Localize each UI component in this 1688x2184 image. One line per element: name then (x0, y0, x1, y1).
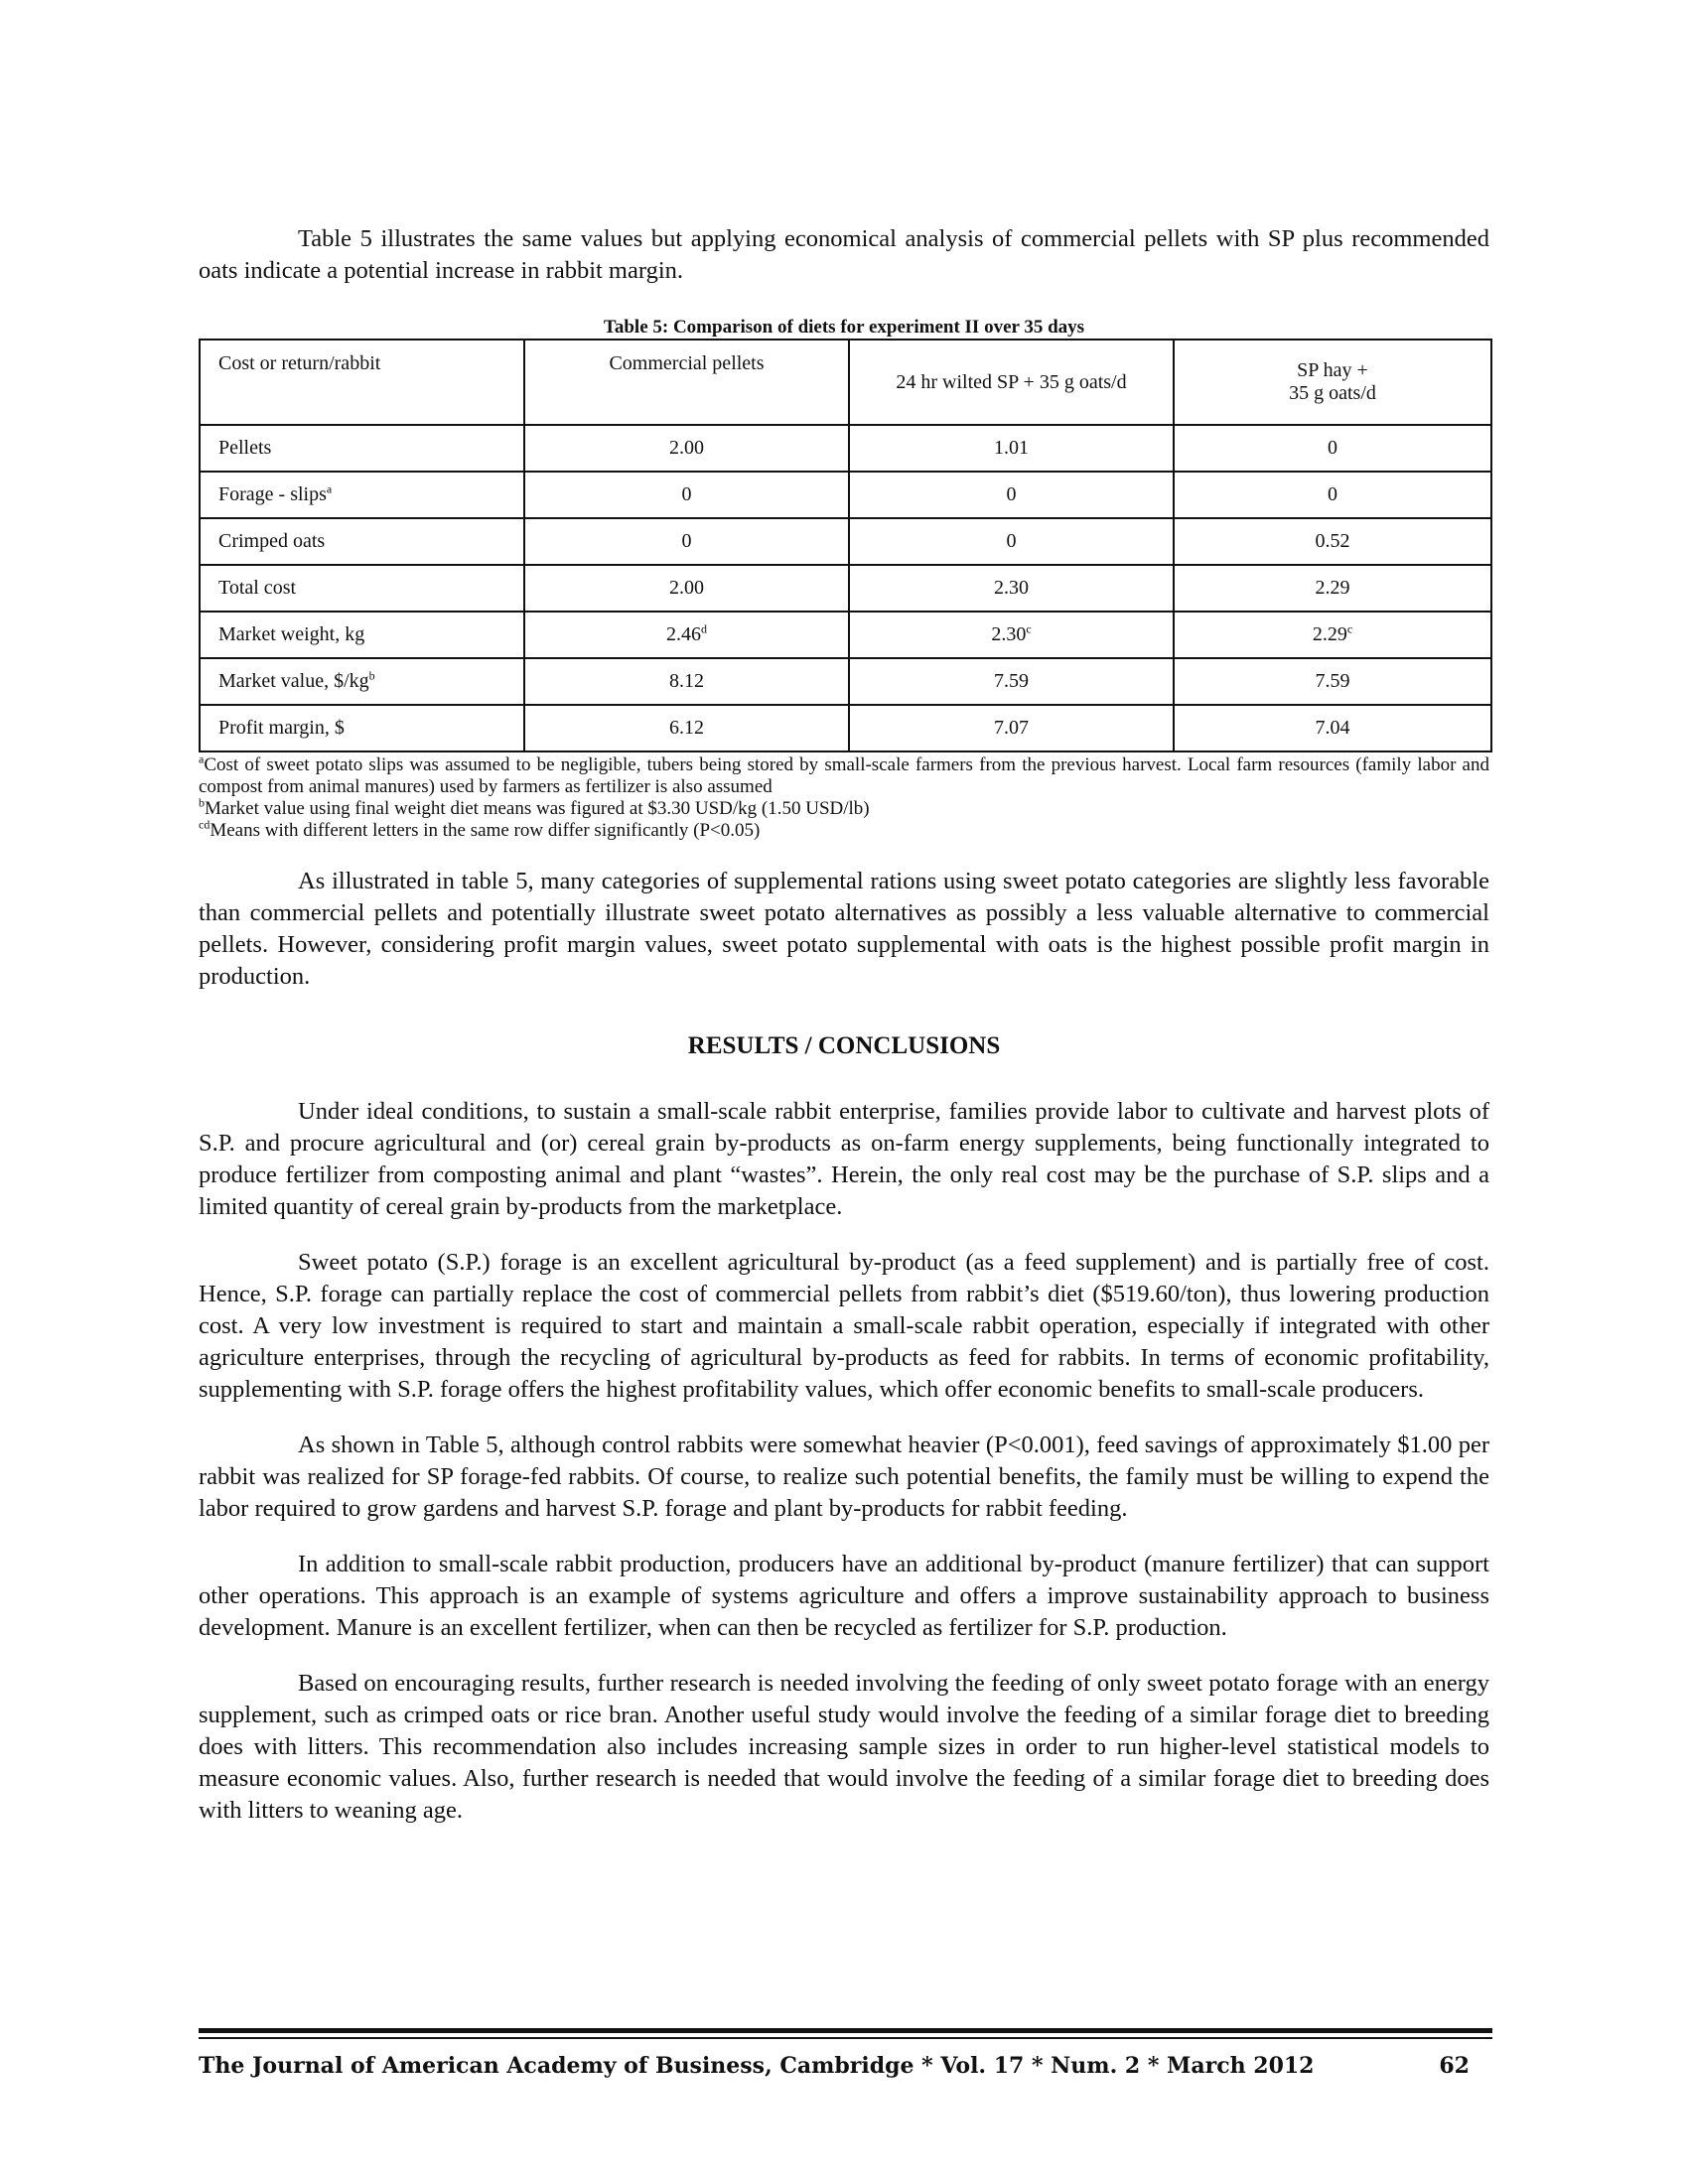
table-cell (849, 612, 1174, 658)
row-label-cell (200, 658, 524, 705)
cell-value: 2.29 (1312, 623, 1347, 645)
section-heading: RESULTS / CONCLUSIONS (687, 1032, 1001, 1059)
paragraph: As illustrated in table 5, many categories of supplemental rations using sweet potato categories are slightly less favorable than commercial pellets and potentially illustrate sweet potato alternatives as possibly a less valuable alternative to commercial pellets. However, considering profit margin values, sweet potato supplemental with oats is the highest possible profit margin in production. (199, 868, 1489, 990)
table-cell (849, 565, 1174, 612)
table-row (200, 472, 1491, 518)
table-row (200, 612, 1491, 658)
cell-value: 7.07 (994, 717, 1029, 739)
footnote (199, 751, 1489, 798)
header-cell (1174, 340, 1491, 425)
table-cell (524, 425, 849, 472)
row-label: Profit margin, $ (218, 717, 345, 739)
row-label: Total cost (218, 577, 297, 599)
cell-value: 0 (681, 483, 692, 505)
footnote (199, 795, 1489, 820)
row-label-cell (200, 518, 524, 565)
table-cell (524, 565, 849, 612)
table-notes (199, 751, 1489, 842)
table-row (200, 425, 1491, 472)
cell-value: 2.00 (669, 577, 704, 599)
table-row (200, 518, 1491, 565)
cell-value: 6.12 (669, 717, 704, 739)
significance-letter: c (1346, 621, 1353, 636)
table-cell (524, 658, 849, 705)
intro-paragraph: Table 5 illustrates the same values but applying economical analysis of commercial pellets with SP plus recommended oats indicate a potential increase in rabbit margin. (199, 225, 1489, 284)
header-line: SP hay + (1297, 359, 1368, 381)
header-cell: Commercial pellets (524, 340, 849, 425)
paragraph: Under ideal conditions, to sustain a small-scale rabbit enterprise, families provide labor to cultivate and harvest plots of S.P. and procure agricultural and (or) cereal grain by-products as on-farm energy supplements, being functionally integrated to produce fertilizer from composting animal and plant “wastes”. Herein, the only real cost may be the purchase of S.P. slips and a limited quantity of cereal grain by-products from the marketplace. (199, 1098, 1489, 1220)
cell-value: 0 (1006, 483, 1017, 505)
cell-value: 7.04 (1315, 717, 1350, 739)
cell-value: 0 (1006, 530, 1017, 552)
cell-value: 7.59 (1315, 670, 1350, 692)
row-label: Market value, $/kg (218, 670, 369, 692)
footer-rule (199, 2037, 1492, 2039)
table-5 (199, 339, 1492, 752)
table-cell (524, 472, 849, 518)
table-body (200, 425, 1491, 751)
footer-journal: The Journal of American Academy of Business, Cambridge * Vol. 17 * Num. 2 * March 2012 (199, 2053, 1315, 2079)
cell-value: 2.00 (669, 437, 704, 459)
table-row (200, 565, 1491, 612)
cell-value: 2.46 (666, 623, 701, 645)
row-label-cell (200, 565, 524, 612)
footnote-marker: cd (199, 817, 211, 832)
paragraph: Sweet potato (S.P.) forage is an excellent agricultural by-product (as a feed supplement) and is partially free of cost. Hence, S.P. forage can partially replace the cost of commercial pellets from rabbit’s diet ($519.60/ton), thus lowering production cost. A very low investment is required to start and maintain a small-scale rabbit operation, especially if integrated with other agriculture enterprises, through the recycling of agricultural by-products as feed for rabbits. In terms of economic profitability, supplementing with S.P. forage offers the highest profitability values, which offer economic benefits to small-scale producers. (199, 1249, 1489, 1403)
page-body (199, 223, 1489, 1827)
table-cell (1174, 612, 1491, 658)
cell-value: 7.59 (994, 670, 1029, 692)
row-label-cell (200, 705, 524, 751)
cell-value: 2.30 (994, 577, 1029, 599)
page-number: 62 (1439, 2053, 1470, 2079)
cell-value: 0 (1328, 483, 1337, 505)
cell-value: 2.30 (991, 623, 1027, 645)
table-row (200, 705, 1491, 751)
row-label-cell (200, 472, 524, 518)
row-label-cell (200, 612, 524, 658)
header-line: 35 g oats/d (1289, 382, 1376, 404)
table-cell (849, 658, 1174, 705)
table-cell (1174, 518, 1491, 565)
row-label: Market weight, kg (218, 623, 365, 645)
header-cell: Cost or return/rabbit (200, 340, 524, 425)
table-cell (849, 705, 1174, 751)
footnote-marker: b (368, 668, 375, 683)
footer-rule (199, 2028, 1492, 2033)
footnote-marker: b (199, 795, 205, 810)
significance-letter: c (1026, 621, 1032, 636)
footnote-text: Cost of sweet potato slips was assumed to be negligible, tubers being stored by small-scale farmers from the previous harvest. Local farm resources (family labor and compost from animal manures) used by farmers as fertilizer is also assumed (199, 754, 1489, 797)
row-label-cell (200, 425, 524, 472)
footnote-marker: a (326, 481, 333, 496)
table-row (200, 658, 1491, 705)
header-cell: 24 hr wilted SP + 35 g oats/d (849, 340, 1174, 425)
table-cell (1174, 658, 1491, 705)
table-cell (1174, 705, 1491, 751)
paragraph: As shown in Table 5, although control rabbits were somewhat heavier (P<0.001), feed savings of approximately $1.00 per rabbit was realized for SP forage-fed rabbits. Of course, to realize such potential benefits, the family must be willing to expend the labor required to grow gardens and harvest S.P. forage and plant by-products for rabbit feeding. (199, 1432, 1489, 1522)
paragraph: Based on encouraging results, further research is needed involving the feeding of only sweet potato forage with an energy supplement, such as crimped oats or rice bran. Another useful study would involve the feeding of a similar forage diet to breeding does with litters. This recommendation also includes increasing sample sizes in order to run higher-level statistical models to measure economic values. Also, further research is needed that would involve the feeding of a similar forage diet to breeding does with litters to weaning age. (199, 1670, 1489, 1824)
footer (199, 2053, 1470, 2079)
significance-letter: d (701, 621, 707, 636)
row-label: Pellets (218, 437, 272, 459)
table-caption: Table 5: Comparison of diets for experiment II over 35 days (603, 317, 1085, 338)
row-label: Forage - slips (218, 483, 327, 505)
paragraph: In addition to small-scale rabbit production, producers have an additional by-product (manure fertilizer) that can support other operations. This approach is an example of systems agriculture and offers a improve sustainability approach to business development. Manure is an excellent fertilizer, when can then be recycled as fertilizer for S.P. production. (199, 1551, 1489, 1641)
cell-value: 8.12 (669, 670, 704, 692)
table-cell (1174, 472, 1491, 518)
footnote-marker: a (199, 751, 205, 766)
footnote-text: Market value using final weight diet means was figured at $3.30 USD/kg (1.50 USD/lb) (205, 798, 870, 819)
footnote (199, 817, 1489, 842)
table-cell (849, 425, 1174, 472)
cell-value: 0 (681, 530, 692, 552)
table-cell (524, 612, 849, 658)
cell-value: 2.29 (1315, 577, 1350, 599)
table-cell (1174, 425, 1491, 472)
cell-value: 1.01 (994, 437, 1029, 459)
row-label: Crimped oats (218, 530, 326, 552)
table-cell (849, 472, 1174, 518)
cell-value: 0.52 (1315, 530, 1350, 552)
table-cell (524, 705, 849, 751)
table-cell (849, 518, 1174, 565)
table-cell (524, 518, 849, 565)
table-cell (1174, 565, 1491, 612)
table-header-row (200, 340, 1491, 425)
cell-value: 0 (1328, 437, 1337, 459)
footnote-text: Means with different letters in the same row differ significantly (P<0.05) (210, 820, 761, 841)
